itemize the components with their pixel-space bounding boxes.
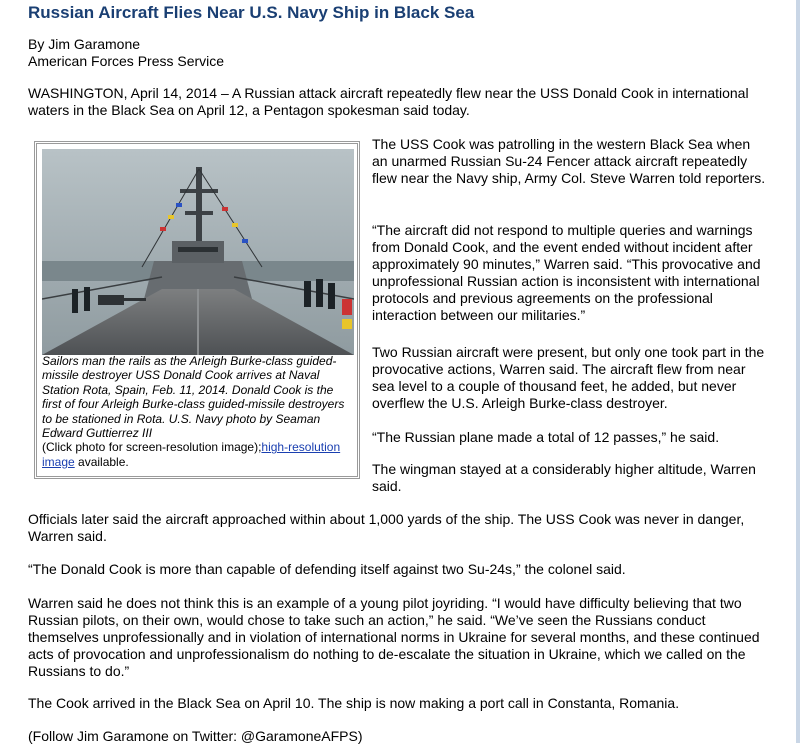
paragraph-9: The Cook arrived in the Black Sea on April 10. The ship is now making a port call in Constanta, Romania. <box>28 695 680 711</box>
paragraph-7: “The Donald Cook is more than capable of defending itself against two Su-24s,” the colonel said. <box>28 561 626 577</box>
destroyer-photo-image <box>42 149 354 355</box>
caption-text: Sailors man the rails as the Arleigh Burke-class guided-missile destroyer USS Donald Cook arrives at Naval Station Rota, Spain, Feb. 11, 2014. Donald Cook is the first of four Arleigh Burke-class guided-missile destroyers to be stationed in Rota. U.S. Navy photo by Seaman Edward Guttierrez III <box>42 354 345 441</box>
paragraph-8: Warren said he does not think this is an example of a young pilot joyriding. “I would have difficulty believing that two Russian pilots, on their own, would chose to take such an action,” he said. “We’ve seen the Russians conduct themselves unprofessionally and in violation of international norms in Ukraine for several months, and these continued acts of provocation and unprofessionalism do nothing to de-escalate the situation in Ukraine, which we called on the Russians to do.” <box>28 595 760 679</box>
organization: American Forces Press Service <box>28 53 225 69</box>
photo-caption <box>42 354 354 469</box>
high-resolution-image-link[interactable]: high-resolution image <box>42 440 341 469</box>
photo-figure <box>34 141 360 479</box>
twitter-follow: (Follow Jim Garamone on Twitter: @GaramoneAFPS) <box>28 728 363 744</box>
caption-note-prefix: (Click photo for screen-resolution image); <box>42 440 262 455</box>
lead-paragraph: WASHINGTON, April 14, 2014 – A Russian attack aircraft repeatedly flew near the USS Donald Cook in international waters in the Black Sea on April 12, a Pentagon spokesman said today. <box>28 85 749 118</box>
article-title: Russian Aircraft Flies Near U.S. Navy Ship in Black Sea <box>28 3 475 22</box>
ship-photo[interactable] <box>42 149 354 355</box>
paragraph-1: The USS Cook was patrolling in the western Black Sea when an unarmed Russian Su-24 Fencer attack aircraft repeatedly flew near the Navy ship, Army Col. Steve Warren told reporters. <box>372 136 766 186</box>
paragraph-2: “The aircraft did not respond to multiple queries and warnings from Donald Cook, and the event ended without incident after approximately 90 minutes,” Warren said. “This provocative and unprofessional Russian action is inconsistent with international protocols and previous agreements on the professional interaction between our militaries.” <box>372 222 761 323</box>
paragraph-3: Two Russian aircraft were present, but only one took part in the provocative actions, Warren said. The aircraft flew from near sea level to a couple of thousand feet, he added, but never overflew the U.S. Arleigh Burke-class destroyer. <box>372 344 765 411</box>
byline <box>28 36 224 70</box>
author: By Jim Garamone <box>28 36 141 52</box>
paragraph-4: “The Russian plane made a total of 12 passes,” he said. <box>372 429 720 445</box>
paragraph-5: The wingman stayed at a considerably higher altitude, Warren said. <box>372 461 756 494</box>
caption-note <box>42 440 340 468</box>
paragraph-6: Officials later said the aircraft approached within about 1,000 yards of the ship. The USS Cook was never in danger, Warren said. <box>28 511 745 544</box>
caption-note-suffix: available. <box>74 454 129 469</box>
